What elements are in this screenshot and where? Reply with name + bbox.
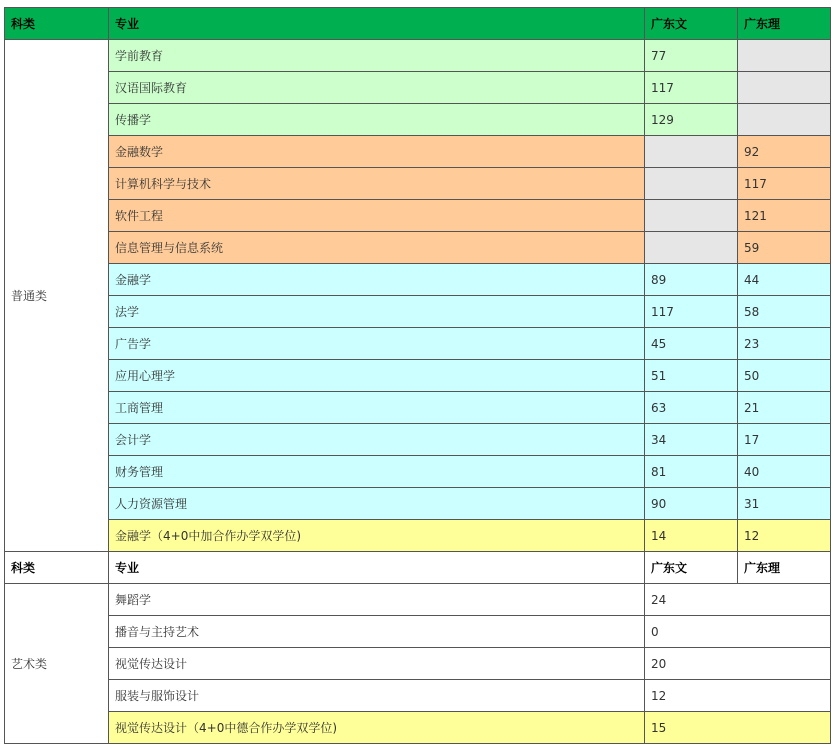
gd-arts-cell: 117 xyxy=(645,296,738,328)
table-row xyxy=(5,488,831,520)
major-cell: 金融学 xyxy=(109,264,645,296)
table-row xyxy=(5,264,831,296)
table-subheader-row xyxy=(5,552,831,584)
table-row xyxy=(5,648,831,680)
major-cell: 舞蹈学 xyxy=(109,584,645,616)
table-row xyxy=(5,40,831,72)
gd-arts-cell: 45 xyxy=(645,328,738,360)
header-category: 科类 xyxy=(5,8,109,40)
gd-arts-cell: 34 xyxy=(645,424,738,456)
art-value-cell: 20 xyxy=(645,648,831,680)
gd-arts-cell: 117 xyxy=(645,72,738,104)
gd-sci-cell xyxy=(738,104,831,136)
gd-arts-cell: 129 xyxy=(645,104,738,136)
table-row xyxy=(5,680,831,712)
table-row xyxy=(5,232,831,264)
major-cell: 人力资源管理 xyxy=(109,488,645,520)
gd-sci-cell xyxy=(738,72,831,104)
art-value-cell: 24 xyxy=(645,584,831,616)
gd-sci-cell: 59 xyxy=(738,232,831,264)
major-cell: 法学 xyxy=(109,296,645,328)
table-row xyxy=(5,424,831,456)
table-row xyxy=(5,584,831,616)
header-gd-arts: 广东文 xyxy=(645,8,738,40)
gd-arts-cell: 77 xyxy=(645,40,738,72)
art-value-cell: 15 xyxy=(645,712,831,744)
table-row xyxy=(5,520,831,552)
gd-sci-cell xyxy=(738,40,831,72)
header-major: 专业 xyxy=(109,8,645,40)
gd-arts-cell: 81 xyxy=(645,456,738,488)
major-cell: 财务管理 xyxy=(109,456,645,488)
table-row xyxy=(5,392,831,424)
subheader-col-gd-arts: 广东文 xyxy=(645,552,738,584)
major-cell: 会计学 xyxy=(109,424,645,456)
gd-arts-cell xyxy=(645,168,738,200)
art-value-cell: 0 xyxy=(645,616,831,648)
gd-sci-cell: 117 xyxy=(738,168,831,200)
gd-arts-cell: 90 xyxy=(645,488,738,520)
major-cell: 工商管理 xyxy=(109,392,645,424)
table-row xyxy=(5,104,831,136)
major-cell: 播音与主持艺术 xyxy=(109,616,645,648)
major-cell: 金融学（4+0中加合作办学双学位) xyxy=(109,520,645,552)
major-cell: 金融数学 xyxy=(109,136,645,168)
gd-sci-cell: 17 xyxy=(738,424,831,456)
table-row xyxy=(5,72,831,104)
subheader-col-major: 专业 xyxy=(109,552,645,584)
gd-sci-cell: 40 xyxy=(738,456,831,488)
major-cell: 视觉传达设计（4+0中德合作办学双学位) xyxy=(109,712,645,744)
major-cell: 服装与服饰设计 xyxy=(109,680,645,712)
major-cell: 传播学 xyxy=(109,104,645,136)
major-cell: 汉语国际教育 xyxy=(109,72,645,104)
gd-sci-cell: 121 xyxy=(738,200,831,232)
table-row xyxy=(5,200,831,232)
gd-sci-cell: 44 xyxy=(738,264,831,296)
table-row xyxy=(5,136,831,168)
gd-sci-cell: 58 xyxy=(738,296,831,328)
category-general: 普通类 xyxy=(5,40,109,552)
table-row xyxy=(5,328,831,360)
table-header-row xyxy=(5,8,831,40)
art-value-cell: 12 xyxy=(645,680,831,712)
major-cell: 应用心理学 xyxy=(109,360,645,392)
gd-sci-cell: 50 xyxy=(738,360,831,392)
table-row xyxy=(5,360,831,392)
gd-arts-cell: 89 xyxy=(645,264,738,296)
table-row xyxy=(5,456,831,488)
gd-arts-cell xyxy=(645,136,738,168)
table-row xyxy=(5,296,831,328)
gd-sci-cell: 12 xyxy=(738,520,831,552)
major-cell: 软件工程 xyxy=(109,200,645,232)
major-cell: 广告学 xyxy=(109,328,645,360)
gd-sci-cell: 23 xyxy=(738,328,831,360)
table-row xyxy=(5,616,831,648)
major-cell: 计算机科学与技术 xyxy=(109,168,645,200)
table-row xyxy=(5,168,831,200)
gd-sci-cell: 21 xyxy=(738,392,831,424)
gd-sci-cell: 31 xyxy=(738,488,831,520)
major-cell: 学前教育 xyxy=(109,40,645,72)
gd-sci-cell: 92 xyxy=(738,136,831,168)
subheader-col-category: 科类 xyxy=(5,552,109,584)
major-cell: 信息管理与信息系统 xyxy=(109,232,645,264)
gd-arts-cell: 14 xyxy=(645,520,738,552)
header-gd-sci: 广东理 xyxy=(738,8,831,40)
admission-table xyxy=(4,7,831,744)
gd-arts-cell xyxy=(645,232,738,264)
subheader-col-gd-sci: 广东理 xyxy=(738,552,831,584)
gd-arts-cell: 51 xyxy=(645,360,738,392)
gd-arts-cell xyxy=(645,200,738,232)
gd-arts-cell: 63 xyxy=(645,392,738,424)
major-cell: 视觉传达设计 xyxy=(109,648,645,680)
category-art: 艺术类 xyxy=(5,584,109,744)
table-row xyxy=(5,712,831,744)
